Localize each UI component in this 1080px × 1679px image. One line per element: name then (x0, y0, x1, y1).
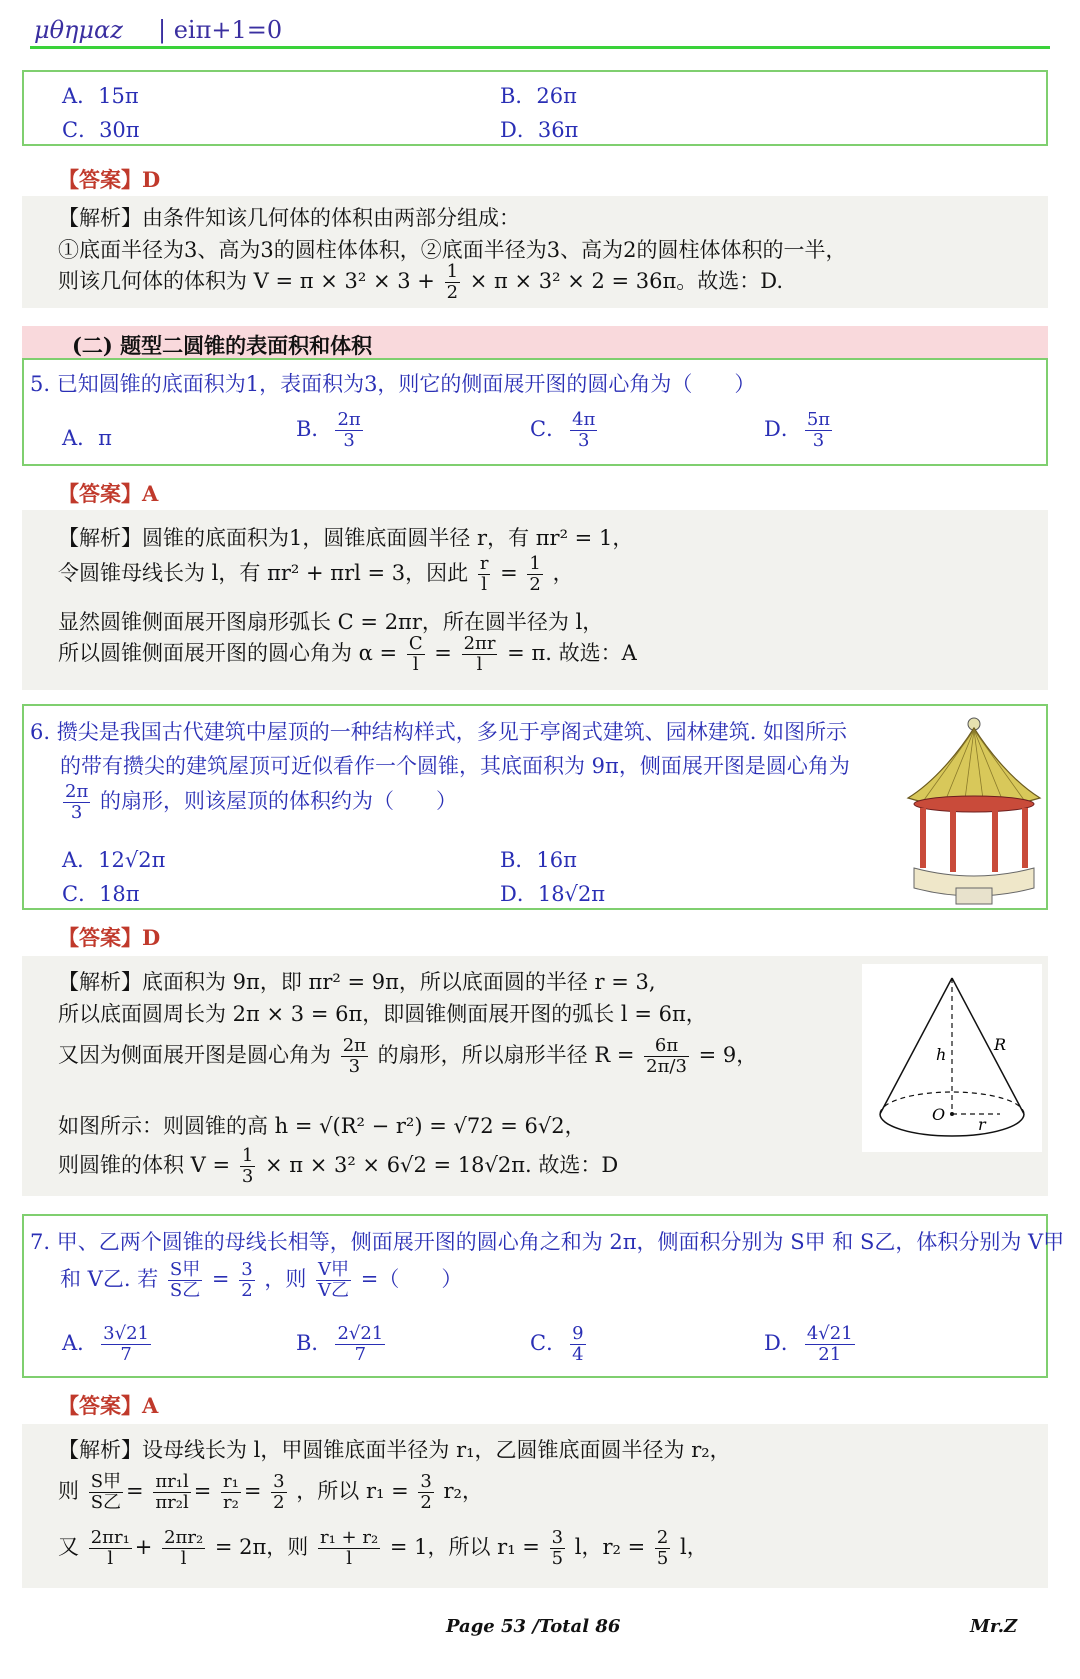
q7-option-a-label: A． (62, 1331, 99, 1355)
q7-option-d (764, 1324, 858, 1365)
q6-sol-line3-a: 又因为侧面展开图是圆心角为 (58, 1043, 331, 1067)
fraction (527, 554, 542, 595)
fraction (462, 634, 498, 675)
q5-option-b (296, 410, 366, 451)
q4-sol-line3 (58, 262, 783, 303)
numerator: 2 (656, 1527, 669, 1548)
numerator: 3√21 (103, 1323, 149, 1344)
equals-sign: = (434, 641, 452, 665)
denominator: V乙 (318, 1280, 350, 1301)
q5-option-b-label: B． (296, 417, 333, 441)
fraction (89, 1472, 123, 1513)
q7-answer: 【答案】A (58, 1393, 159, 1418)
fraction (89, 1528, 132, 1569)
numerator: 2πr (463, 633, 496, 654)
denominator: 3 (812, 430, 825, 451)
q6-sol-line3-b: 的扇形，所以扇形半径 R = (377, 1043, 635, 1067)
q4-option-d: D．36π (500, 118, 579, 142)
denominator: 3 (241, 1166, 254, 1187)
q6-solution (22, 956, 1048, 1196)
fraction (162, 1528, 205, 1569)
q7-sol-line2-c: r₂， (443, 1479, 483, 1503)
fraction (655, 1528, 670, 1569)
numerator: V甲 (318, 1259, 350, 1280)
numerator: 4π (572, 409, 596, 430)
q5-solution (22, 510, 1048, 690)
denominator: 2 (529, 574, 541, 595)
q6-option-c: C．18π (62, 882, 140, 906)
numerator: 3 (241, 1259, 253, 1280)
numerator: C (408, 633, 423, 654)
cone-label-r: r (978, 1115, 986, 1134)
q5-option-c (530, 410, 600, 451)
fraction (570, 410, 597, 451)
pavilion-illustration (904, 712, 1044, 906)
denominator: l (481, 574, 488, 595)
q6-sol-line4: 如图所示：则圆锥的高 h = √(R² − r²) = √72 = 6√2， (58, 1114, 586, 1138)
fraction (318, 1528, 380, 1569)
numerator: r₁ + r₂ (320, 1527, 379, 1548)
numerator: πr₁l (155, 1471, 189, 1492)
fraction (341, 1036, 368, 1077)
q7-line2-c: =（ ） (360, 1267, 463, 1291)
q6-sol-line3 (58, 1036, 757, 1077)
numerator: 3 (551, 1527, 564, 1548)
question-6 (22, 704, 1048, 910)
numerator: 1 (529, 553, 541, 574)
q5-sol-line3: 显然圆锥侧面展开图扇形弧长 C = 2πr，所在圆半径为 l， (58, 610, 604, 634)
denominator: 21 (818, 1344, 842, 1365)
numerator: 2π (337, 409, 361, 430)
q6-option-d: D．18√2π (500, 882, 606, 906)
numerator: 9 (572, 1323, 584, 1344)
q7-sol-line3-b: = 2π，则 (214, 1535, 309, 1559)
fraction (221, 1472, 241, 1513)
q5-stem: 5. 已知圆锥的底面积为1，表面积为3，则它的侧面展开图的圆心角为（ ） (30, 372, 756, 396)
fraction (570, 1324, 585, 1365)
numerator: 6π (644, 1036, 689, 1057)
fraction (445, 262, 460, 303)
q7-line2 (60, 1260, 462, 1301)
q6-line1: 6. 攒尖是我国古代建筑中屋顶的一种结构样式，多见于亭阁式建筑、园林建筑. 如图所示 (30, 720, 848, 744)
q6-sol-line5 (58, 1146, 618, 1187)
equals-sign: = (211, 1267, 230, 1291)
fraction (239, 1260, 254, 1301)
numerator: 2πr₁ (90, 1527, 130, 1548)
numerator: 2√21 (337, 1323, 384, 1344)
denominator: 2π/3 (646, 1056, 687, 1077)
numerator: 3 (420, 1471, 432, 1492)
q5-option-d (764, 410, 835, 451)
denominator: πr₂l (155, 1492, 189, 1513)
fraction (550, 1528, 565, 1569)
fraction (101, 1324, 151, 1365)
denominator: 7 (354, 1344, 367, 1365)
denominator: l (346, 1548, 352, 1569)
fraction (805, 1324, 855, 1365)
numerator: 3 (273, 1471, 285, 1492)
q4-sol-line3-b: × π × 3² × 2 = 36π。故选：D. (469, 269, 784, 293)
fraction (335, 1324, 385, 1365)
q7-option-d-label: D． (764, 1331, 802, 1355)
numerator: r₁ (223, 1471, 239, 1492)
cone-label-O: O (932, 1105, 946, 1124)
q6-option-a: A．12√2π (62, 848, 166, 872)
numerator: 2πr₂ (164, 1527, 204, 1548)
denominator: l (107, 1548, 114, 1569)
q4-option-c: C．30π (62, 118, 140, 142)
q5-sol-line1: 【解析】圆锥的底面积为1，圆锥底面圆半径 r，有 πr² = 1， (58, 526, 634, 550)
denominator: S乙 (169, 1280, 201, 1301)
denominator: 2 (446, 282, 459, 303)
numerator: 2π (65, 781, 89, 802)
q6-sol-line5-a: 则圆锥的体积 V = (58, 1153, 231, 1177)
numerator: 1 (446, 261, 459, 282)
numerator: 5π (806, 409, 831, 430)
q5-sol-line4-b: = π. 故选：A (507, 641, 637, 665)
fraction (63, 782, 90, 823)
cone-diagram (862, 964, 1042, 1152)
q6-sol-line2: 所以底面圆周长为 2π × 3 = 6π，即圆锥侧面展开图的弧长 l = 6π， (58, 1002, 707, 1026)
numerator: r (479, 553, 489, 574)
denominator: 2 (273, 1492, 285, 1513)
q5-option-c-label: C． (530, 417, 568, 441)
fraction (407, 634, 425, 675)
q7-sol-line2: 则 $\frac{\text{S甲}}{\text{S乙}}$ = $\frac{\text{πr₁l}}{\text{πr₂l}}$ = $\frac{\text{r₁}}{\text{r₂}}$ = $\frac{3}{2}$ ，所以 r₁ = $\frac{3}{2}$ r₂， (58, 1471, 483, 1513)
fraction (335, 410, 362, 451)
q6-sol-line5-b: × π × 3² × 6√2 = 18√2π. 故选：D (264, 1153, 619, 1177)
denominator: l (476, 654, 483, 675)
denominator: S乙 (90, 1492, 122, 1513)
fraction (316, 1260, 351, 1301)
fraction (644, 1036, 689, 1077)
fraction (478, 554, 491, 595)
question-4-options (22, 70, 1048, 146)
fraction (153, 1472, 190, 1513)
numerator: 2π (342, 1035, 366, 1056)
q7-sol-line3-f: l， (680, 1535, 708, 1559)
q5-option-d-label: D． (764, 417, 802, 441)
q5-sol-line2-b: ， (552, 561, 574, 585)
q5-sol-line4 (58, 634, 637, 675)
numerator: 1 (241, 1145, 254, 1166)
numerator: S甲 (90, 1471, 122, 1492)
q4-sol-line1: 【解析】由条件知该几何体的体积由两部分组成： (58, 206, 520, 230)
q6-sol-line3-c: = 9， (698, 1043, 758, 1067)
equals-sign: = (500, 561, 518, 585)
denominator: l (412, 654, 419, 675)
section-title: (二) 题型二圆锥的表面积和体积 (72, 333, 373, 358)
q7-sol-line3-e: l，r₂ = (574, 1535, 646, 1559)
q5-answer: 【答案】A (58, 481, 159, 506)
q7-sol-line1: 【解析】设母线长为 l，甲圆锥底面半径为 r₁，乙圆锥底面圆半径为 r₂， (58, 1438, 731, 1462)
section-heading (22, 326, 1048, 358)
q4-solution (22, 196, 1048, 308)
q7-option-b (296, 1324, 388, 1365)
page-header (30, 10, 1050, 48)
q6-sol-line1: 【解析】底面积为 9π，即 πr² = 9π，所以底面圆的半径 r = 3, (58, 970, 656, 994)
q5-option-a: A．π (62, 426, 112, 450)
q4-option-b: B．26π (500, 84, 577, 108)
denominator: l (180, 1548, 187, 1569)
header-divider (30, 46, 1050, 49)
denominator: 3 (70, 802, 83, 823)
denominator: 2 (241, 1280, 253, 1301)
q4-option-a: A．15π (62, 84, 139, 108)
fraction (240, 1146, 255, 1187)
denominator: 2 (420, 1492, 432, 1513)
numerator: S甲 (169, 1259, 201, 1280)
q7-sol-line3: 又 $\frac{\text{2πr₁}}{l}$ + $\frac{\text{2πr₂}}{l}$ = 2π，则 $\frac{\text{r₁ + r₂}}{l}$ = 1，所以 r₁ = $\frac{3}{5}$ l，r₂ = $\frac{2}{5}$ l， (58, 1527, 708, 1569)
denominator: 3 (348, 1056, 361, 1077)
fraction (271, 1472, 286, 1513)
question-5 (22, 358, 1048, 466)
q4-sol-line2: ①底面半径为3、高为3的圆柱体体积，②底面半径为3、高为2的圆柱体体积的一半， (58, 238, 847, 262)
q7-solution (22, 1424, 1048, 1588)
fraction (418, 1472, 433, 1513)
q7-sol-line3-c: = 1，所以 r₁ = (389, 1535, 540, 1559)
q6-option-b: B．16π (500, 848, 577, 872)
question-7 (22, 1214, 1065, 1378)
q4-sol-line3-a: 则该几何体的体积为 V = π × 3² × 3 + (58, 269, 435, 293)
header-equation: | eiπ+1=0 (158, 16, 283, 44)
cone-label-h: h (936, 1045, 947, 1064)
author: Mr.Z (970, 1616, 1018, 1637)
q7-line1: 7. 甲、乙两个圆锥的母线长相等，侧面展开图的圆心角之和为 2π，侧面积分别为 S甲 和 S乙，体积分别为 V甲 (30, 1230, 1065, 1254)
q7-sol-line2-b: ，所以 r₁ = (296, 1479, 409, 1503)
q5-sol-line2 (58, 554, 574, 595)
cone-label-R: R (994, 1035, 1007, 1054)
fraction (168, 1260, 202, 1301)
q7-option-a (62, 1324, 154, 1365)
q7-option-c-label: C． (530, 1331, 568, 1355)
page-number: Page 53 /Total 86 (446, 1616, 621, 1637)
denominator: 5 (551, 1548, 564, 1569)
q7-line2-a: 和 V乙. 若 (60, 1267, 159, 1291)
fraction (805, 410, 832, 451)
denominator: 3 (578, 430, 590, 451)
q7-option-c (530, 1324, 589, 1365)
denominator: 7 (120, 1344, 132, 1365)
q4-answer: 【答案】D (58, 167, 161, 192)
q7-sol-line2-a: 则 (58, 1479, 79, 1503)
q6-answer: 【答案】D (58, 925, 161, 950)
q5-sol-line2-a: 令圆锥母线长为 l，有 πr² + πrl = 3，因此 (58, 561, 469, 585)
q6-line3 (60, 782, 457, 823)
q7-sol-line3-a: 又 (58, 1535, 79, 1559)
q5-sol-line4-a: 所以圆锥侧面展开图的圆心角为 α = (58, 641, 398, 665)
q7-line2-b: ，则 (264, 1267, 307, 1291)
denominator: 3 (343, 430, 355, 451)
q6-line2: 的带有攒尖的建筑屋顶可近似看作一个圆锥，其底面积为 9π，侧面展开图是圆心角为 (60, 754, 850, 778)
q6-line3-text: 的扇形，则该屋顶的体积约为（ ） (99, 789, 457, 813)
denominator: r₂ (223, 1492, 239, 1513)
q7-option-b-label: B． (296, 1331, 333, 1355)
numerator: 4√21 (806, 1323, 853, 1344)
header-title: μθημαz (34, 16, 123, 44)
denominator: 5 (656, 1548, 669, 1569)
denominator: 4 (572, 1344, 584, 1365)
